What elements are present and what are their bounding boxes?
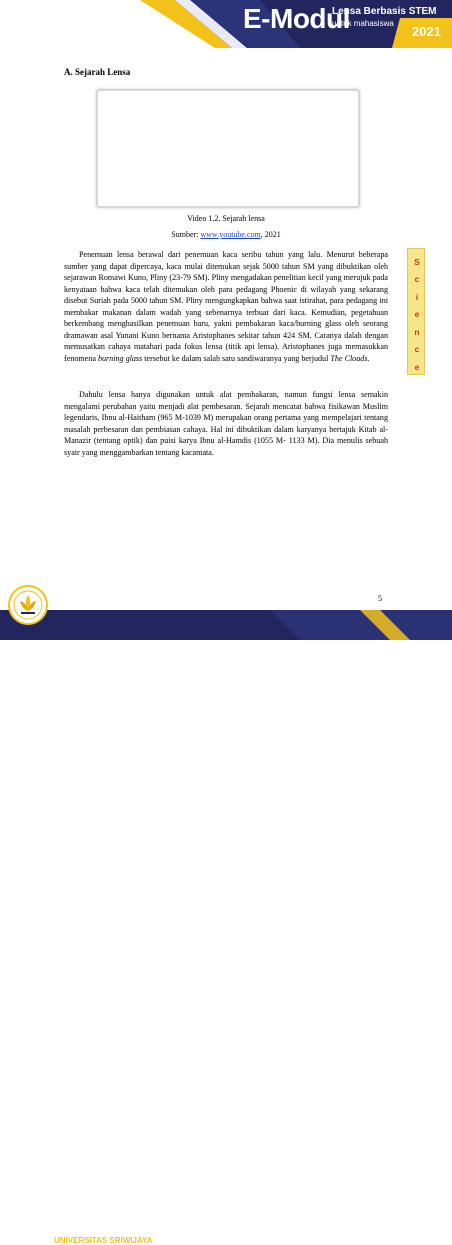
paragraph-1-text: Penemuan lensa berawal dari penemuan kaca seribu tahun yang lalu. Menurut beberapa sumber yang dapat dipercaya, kaca mulai ditemukan sejak 5000 tahun SM yang dibuktikan oleh sejarawan Romawi Kuno, Pliny (23-79 SM). Pliny mengadakan penelitian kecil yang merujuk pada kenyataan bahwa kaca telah ditemukan oleh para pedagang Phoenic di wilayah yang sekarang disebut Suriah pada 5000 tahun SM. Pliny mengungkapkan bahwa saat istirahat, para pedagang ini membakar makanan dalam wadah yang sebenarnya terbuat dari kaca. Kemudian, pegetahuan berkembang menghasilkan penemuan baru, yakni pembakaran kaca/burning glass oleh seorang dramawan asal Yunani Kuno bernama Aristophanes sekitar tahun 424 SM. Caranya dalah dengan memusatkan cahaya matahari pada fokus lensa (titik api lensa). Aristophanes juga memasukkan fenomena [64,250,388,363]
university-logo-icon [8,585,48,625]
side-letter: i [415,292,419,302]
science-side-tab [407,248,425,375]
side-letter: n [414,327,420,337]
page-footer [0,610,452,1245]
faculty-name: FAKULTAS KEGURUAN DAN ILMU PENDIDIKAN [54,1227,169,1233]
side-letter: S [414,257,420,267]
paragraph-2: Dahulu lensa hanya digunakan untuk alat pembakaran, namun fungsi lensa semakin mengalami perubahan yaitu menjadi alat pembesaran. Sejarah mencatat bahwa fisikawan Muslim legendaris, Ibnu al-Haitham (965 M-1039 M) merupakan orang pertama yang mempelajari tentang masalah perbesaran dan pembiasan cahaya. Hal ini dibuktikan dalam karyanya bertajuk Kitab al-Manazir (tentang optik) dan puisi karya Ibnu al-Hamdis (1055 M- 1133 M). Dia menulis sebuah syair yang menggambarkan tentang kacamata. [64,390,388,457]
footer-background [0,610,452,640]
lotus-emblem-icon [12,589,44,621]
paragraph-1 [64,249,388,364]
source-label: Sumber: [171,230,201,239]
page-number: 5 [378,594,382,603]
brand-subtitle: Lensa Berbasis STEM [332,6,437,17]
side-letter: c [414,344,420,354]
side-letter: e [414,362,420,372]
video-player[interactable] [97,90,359,207]
video-source [0,230,452,239]
paragraph-1-title: The Clouds. [330,353,370,363]
side-letter: e [414,309,420,319]
source-suffix: , 2021 [260,230,281,239]
paragraph-1-term: burning glass [97,353,143,363]
side-letter: c [414,274,420,284]
page-header [0,0,452,48]
video-caption: Video 1.2. Sejarah lensa [187,214,265,223]
section-heading: A. Sejarah Lensa [64,67,131,77]
source-link[interactable]: www.youtube.com [200,230,261,239]
brand-tagline: untuk mahasiswa [332,19,394,28]
year-badge: 2021 [412,24,441,39]
paragraph-1-text-2: tersebut ke dalam salah satu sandiwaranya yang berjudul [142,353,331,363]
brand-title: E-Modul [243,3,350,34]
university-name: UNIVERSITAS SRIWIJAYA [54,1236,153,1245]
